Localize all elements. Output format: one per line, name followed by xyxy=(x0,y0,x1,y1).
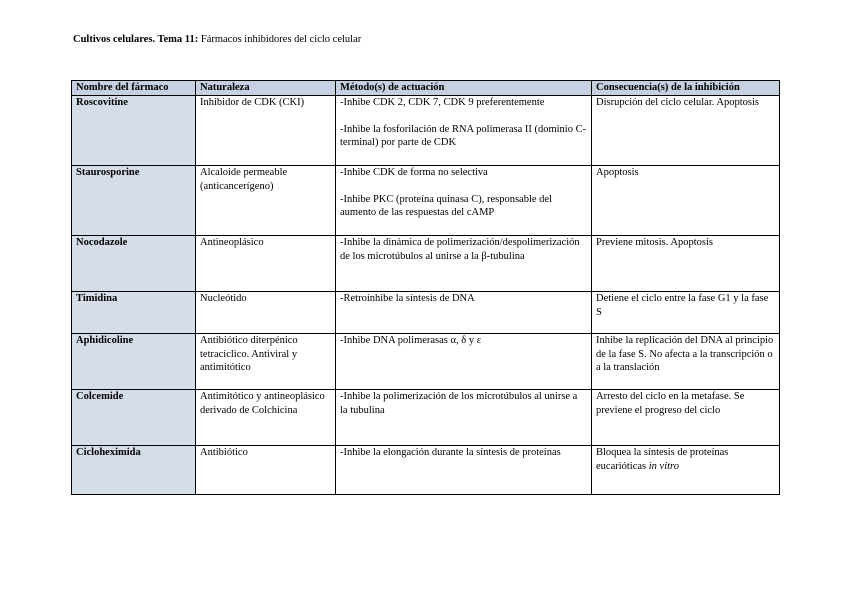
drug-nature: Inhibidor de CDK (CKI) xyxy=(196,96,336,166)
drug-consequence: Arresto del ciclo en la metafase. Se previene el progreso del ciclo xyxy=(592,390,780,446)
column-header-consequence: Consecuencia(s) de la inhibición xyxy=(592,81,780,96)
drug-table xyxy=(71,80,780,495)
drug-name: Nocodazole xyxy=(72,236,196,292)
drug-nature: Antibiótico xyxy=(196,446,336,495)
table-row xyxy=(72,166,780,236)
drug-consequence: Apoptosis xyxy=(592,166,780,236)
drug-nature: Antineoplásico xyxy=(196,236,336,292)
drug-method: -Inhibe la elongación durante la síntesis de proteínas xyxy=(336,446,592,495)
drug-consequence: Inhibe la replicación del DNA al principio de la fase S. No afecta a la transcripción o a la translación xyxy=(592,334,780,390)
table-row xyxy=(72,292,780,334)
table-row xyxy=(72,334,780,390)
consequence-italic: in vitro xyxy=(648,460,679,472)
table-row xyxy=(72,390,780,446)
drug-name: Timidina xyxy=(72,292,196,334)
column-header-method: Método(s) de actuación xyxy=(336,81,592,96)
drug-name: Colcemide xyxy=(72,390,196,446)
method-line: -Inhibe PKC (proteína quinasa C), responsable del aumento de las respuestas del cAMP xyxy=(340,193,552,218)
drug-name: Cicloheximida xyxy=(72,446,196,495)
drug-nature: Antibiótico diterpénico tetracíclico. Antiviral y antimitótico xyxy=(196,334,336,390)
column-header-nature: Naturaleza xyxy=(196,81,336,96)
table-row xyxy=(72,96,780,166)
drug-nature: Antimitótico y antineoplásico derivado de Colchicina xyxy=(196,390,336,446)
drug-method: -Retroinhibe la síntesis de DNA xyxy=(336,292,592,334)
drug-name: Roscovitine xyxy=(72,96,196,166)
document-header xyxy=(73,33,361,47)
column-header-name: Nombre del fármaco xyxy=(72,81,196,96)
drug-consequence xyxy=(592,446,780,495)
drug-nature: Alcaloide permeable (anticancerígeno) xyxy=(196,166,336,236)
table-row xyxy=(72,446,780,495)
method-line: -Inhibe CDK de forma no selectiva xyxy=(340,167,488,178)
drug-consequence: Detiene el ciclo entre la fase G1 y la fase S xyxy=(592,292,780,334)
drug-consequence: Disrupción del ciclo celular. Apoptosis xyxy=(592,96,780,166)
method-line: -Inhibe CDK 2, CDK 7, CDK 9 preferentemente xyxy=(340,97,545,108)
drug-method: -Inhibe la dinámica de polimerización/despolimerización de los microtúbulos al unirse a la β-tubulina xyxy=(336,236,592,292)
drug-consequence: Previene mitosis. Apoptosis xyxy=(592,236,780,292)
drug-nature: Nucleótido xyxy=(196,292,336,334)
consequence-text: Bloquea la síntesis de proteínas eucarióticas xyxy=(596,447,729,472)
drug-name: Staurosporine xyxy=(72,166,196,236)
drug-method: -Inhibe DNA polimerasas α, δ y ε xyxy=(336,334,592,390)
header-prefix: Cultivos celulares. Tema 11: xyxy=(73,34,199,45)
table-header-row xyxy=(72,81,780,96)
drug-method xyxy=(336,166,592,236)
method-line: -Inhibe la fosforilación de RNA polimerasa II (dominio C-terminal) por parte de CDK xyxy=(340,123,587,148)
drug-name: Aphidicoline xyxy=(72,334,196,390)
drug-method xyxy=(336,96,592,166)
drug-method: -Inhibe la polimerización de los microtúbulos al unirse a la tubulina xyxy=(336,390,592,446)
header-title: Fármacos inhibidores del ciclo celular xyxy=(200,34,362,45)
table-row xyxy=(72,236,780,292)
